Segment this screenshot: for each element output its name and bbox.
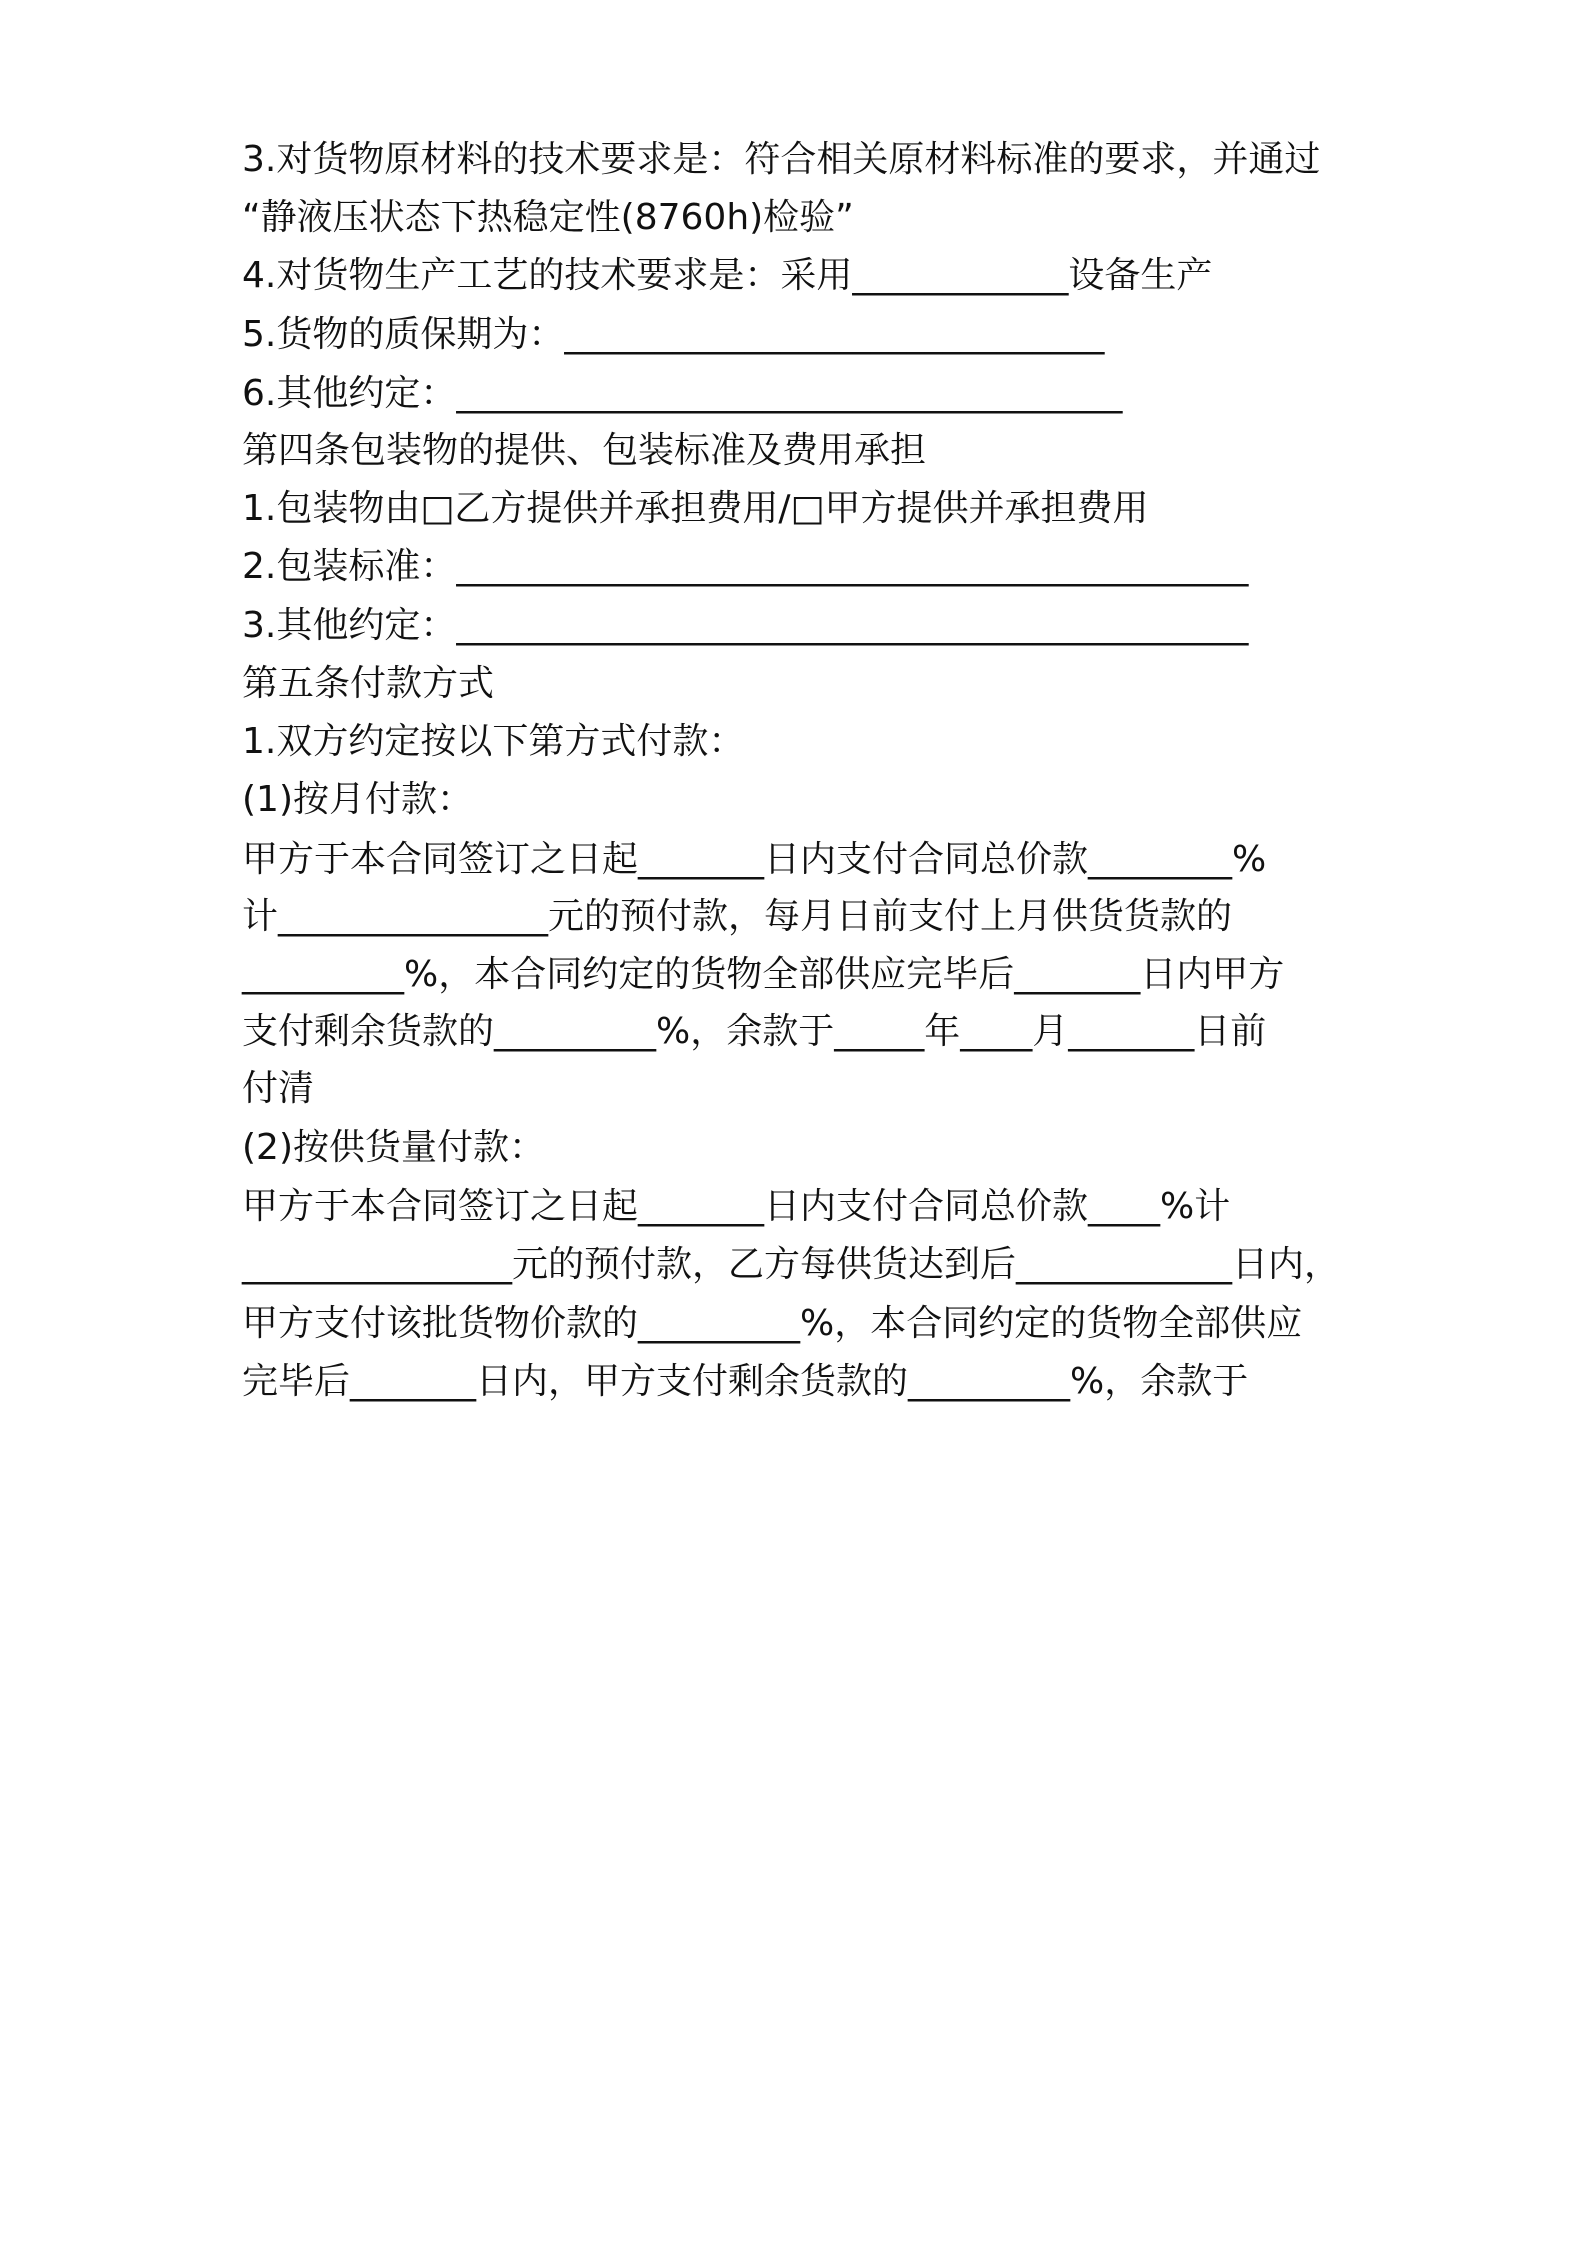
monthly-payment-text: 付清 <box>242 1068 315 1109</box>
volume-payment-text: _______________元的预付款，乙方每供货达到后____________日内， <box>242 1244 1341 1285</box>
clause-5-warranty-period: 5.货物的质保期为：______________________________ <box>242 314 1105 355</box>
monthly-payment-text: 甲方于本合同签订之日起_______日内支付合同总价款________% <box>242 839 1267 880</box>
packaging-clause-3: 3.其他约定：____________________________________________ <box>242 605 1249 646</box>
monthly-payment-text: 计_______________元的预付款，每月日前支付上月供货货款的 <box>242 896 1233 937</box>
packaging-clause-2: 2.包装标准：____________________________________________ <box>242 546 1249 587</box>
payment-clause-1: 1.双方约定按以下第方式付款： <box>242 721 745 762</box>
clause-6-other-agreement: 6.其他约定：_____________________________________ <box>242 373 1123 414</box>
monthly-payment-text: 支付剩余货款的_________%，余款于_____年____月_______日前 <box>242 1011 1267 1052</box>
clause-3-raw-material-requirement: 3.对货物原材料的技术要求是：符合相关原材料标准的要求，并通过 <box>242 139 1321 180</box>
volume-payment-text: 甲方于本合同签订之日起_______日内支付合同总价款____%计 <box>242 1186 1231 1227</box>
clause-4-process-requirement: 4.对货物生产工艺的技术要求是：采用____________设备生产 <box>242 255 1213 296</box>
volume-payment-heading: (2)按供货量付款： <box>242 1127 545 1168</box>
clause-3-continuation: “静液压状态下热稳定性(8760h)检验” <box>242 197 854 238</box>
monthly-payment-text: _________%，本合同约定的货物全部供应完毕后_______日内甲方 <box>242 954 1285 995</box>
volume-payment-text: 完毕后_______日内，甲方支付剩余货款的_________%，余款于 <box>242 1361 1249 1402</box>
packaging-clause-1: 1.包装物由□乙方提供并承担费用/□甲方提供并承担费用 <box>242 488 1149 529</box>
article-4-heading: 第四条包装物的提供、包装标准及费用承担 <box>242 430 927 471</box>
monthly-payment-heading: (1)按月付款： <box>242 779 473 820</box>
article-5-heading: 第五条付款方式 <box>242 663 495 704</box>
volume-payment-text: 甲方支付该批货物价款的_________%，本合同约定的货物全部供应 <box>242 1303 1303 1344</box>
